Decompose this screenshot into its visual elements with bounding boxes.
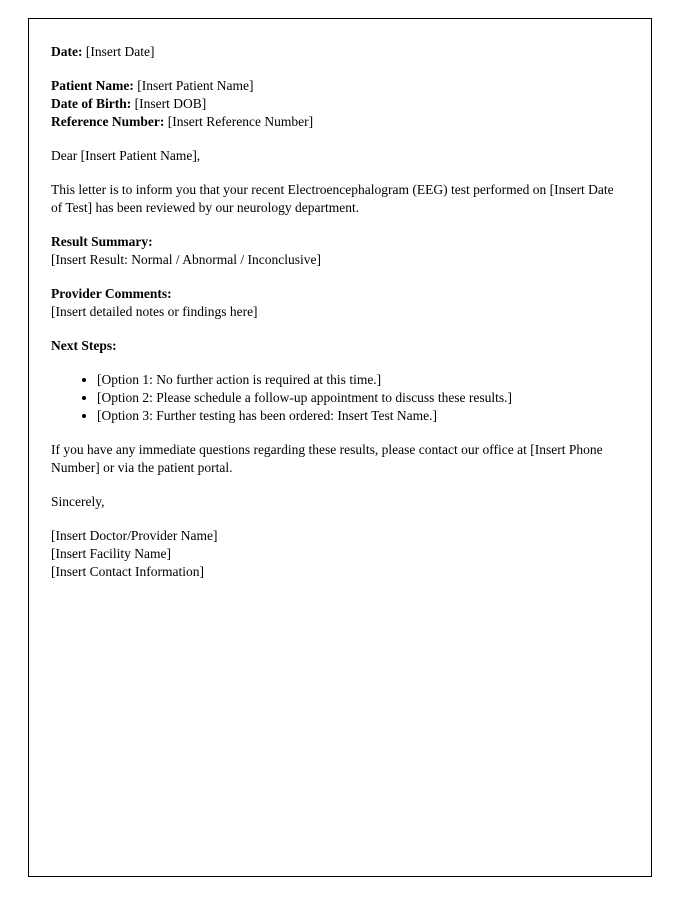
signature-provider: [Insert Doctor/Provider Name] <box>51 528 218 543</box>
signature-facility: [Insert Facility Name] <box>51 546 171 561</box>
next-steps-heading: Next Steps: <box>51 338 117 353</box>
reference-number-label: Reference Number: <box>51 114 165 129</box>
result-summary-heading: Result Summary: <box>51 234 153 249</box>
next-steps-option-3: • [Option 3: Further testing has been ordered: Insert Test Name.] <box>97 407 627 425</box>
next-steps-option-2: • [Option 2: Please schedule a follow-up appointment to discuss these results.] <box>97 389 627 407</box>
patient-name-value: [Insert Patient Name] <box>137 78 254 93</box>
signature-contact: [Insert Contact Information] <box>51 564 204 579</box>
date-line <box>51 43 627 61</box>
patient-name-line <box>51 77 627 95</box>
salutation: Dear [Insert Patient Name], <box>51 148 201 163</box>
letter-page <box>28 18 652 877</box>
provider-comments-heading: Provider Comments: <box>51 286 172 301</box>
dob-label: Date of Birth: <box>51 96 132 111</box>
date-label: Date: <box>51 44 83 59</box>
reference-number-value: [Insert Reference Number] <box>167 114 314 129</box>
provider-comments-value: [Insert detailed notes or findings here] <box>51 304 258 319</box>
result-summary-block <box>51 233 627 269</box>
reference-number-line <box>51 113 627 131</box>
intro-paragraph: This letter is to inform you that your recent Electroencephalogram (EEG) test performed on [Insert Date of Test] has been reviewed by our neurology department. <box>51 182 614 215</box>
closing-note: If you have any immediate questions regarding these results, please contact our office at [Insert Phone Number] or via the patient portal. <box>51 442 603 475</box>
sign-off: Sincerely, <box>51 494 105 509</box>
patient-info-block <box>51 77 627 131</box>
dob-line <box>51 95 627 113</box>
patient-name-label: Patient Name: <box>51 78 134 93</box>
provider-comments-block <box>51 285 627 321</box>
dob-value: [Insert DOB] <box>134 96 207 111</box>
signature-block <box>51 527 627 581</box>
next-steps-list <box>51 371 627 425</box>
result-summary-value: [Insert Result: Normal / Abnormal / Inconclusive] <box>51 252 321 267</box>
date-value: [Insert Date] <box>85 44 155 59</box>
next-steps-option-1: • [Option 1: No further action is required at this time.] <box>97 371 627 389</box>
